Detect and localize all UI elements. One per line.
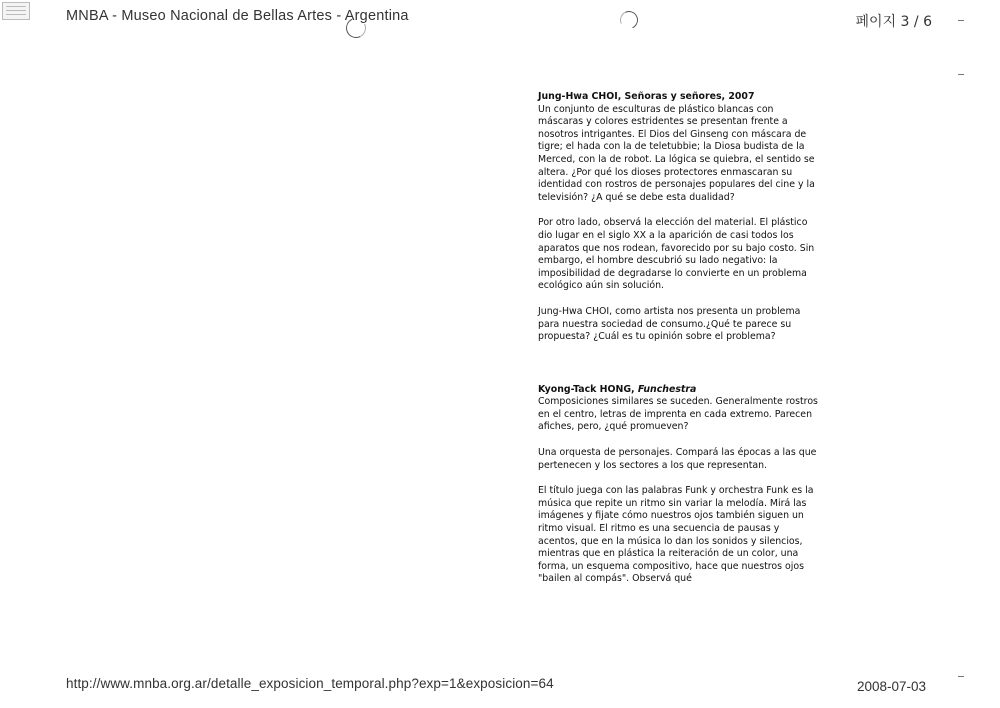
article-body xyxy=(538,91,818,586)
edge-mark xyxy=(958,20,964,21)
artist-name: Kyong-Tack HONG, xyxy=(538,383,638,395)
paragraph: Una orquesta de personajes. Compará las épocas a las que pertenecen y los sectores a los que representan. xyxy=(538,447,817,471)
section-title-hong xyxy=(538,384,818,397)
section-title-choi: Jung-Hwa CHOI, Señoras y señores, 2007 xyxy=(538,91,755,102)
page-counter: 페이지 3 / 6 xyxy=(855,14,932,30)
edge-mark xyxy=(958,676,964,677)
paragraph: Por otro lado, observá la elección del material. El plástico dio lugar en el siglo XX a la aparición de casi todos los aparatos que nos rodean, favorecido por su bajo costo. Sin embargo, el hombre descubrió su lado negativo: la imposibilidad de degradarse lo convierte en un problema ecológico aún sin solución. xyxy=(538,217,815,292)
print-header-title: MNBA - Museo Nacional de Bellas Artes - Argentina xyxy=(66,8,409,24)
paragraph: El título juega con las palabras Funk y orchestra Funk es la música que repite un ritmo sin variar la melodía. Mirá las imágenes y fijate cómo nuestros ojos también siguen un ritmo visual. El ritmo es una secuencia de pausas y acentos, que en la música lo dan los sonidos y silencios, mientras que en plástica la reiteración de un color, una forma, un esquema compositivo, hace que nuestros ojos "bailen al compás". Observá qué xyxy=(538,485,814,585)
paragraph: Composiciones similares se suceden. Generalmente rostros en el centro, letras de imprenta en cada extremo. Parecen afiches, pero, ¿qué promueven? xyxy=(538,396,818,433)
work-title: Funchestra xyxy=(637,383,697,395)
punch-hole-mark xyxy=(617,8,640,31)
scanner-stamp xyxy=(2,2,30,20)
paragraph: Jung-Hwa CHOI, como artista nos presenta un problema para nuestra sociedad de consumo.¿Qué te parece su propuesta? ¿Cuál es tu opinión sobre el problema? xyxy=(538,305,801,343)
edge-mark xyxy=(958,74,964,75)
print-footer-date: 2008-07-03 xyxy=(856,679,926,694)
print-footer-url: http://www.mnba.org.ar/detalle_exposicion_temporal.php?exp=1&exposicion=64 xyxy=(66,676,554,691)
paragraph: Un conjunto de esculturas de plástico blancas con máscaras y colores estridentes se presentan frente a nosotros intrigantes. El Dios del Ginseng con máscara de tigre; el hada con la de teletubbie; la Diosa budista de la Merced, con la de robot. La lógica se quiebra, el sentido se altera. ¿Por qué los dioses protectores enmascaran su identidad con rostros de personajes populares del cine y la televisión? ¿A qué se debe esta dualidad? xyxy=(538,103,815,203)
